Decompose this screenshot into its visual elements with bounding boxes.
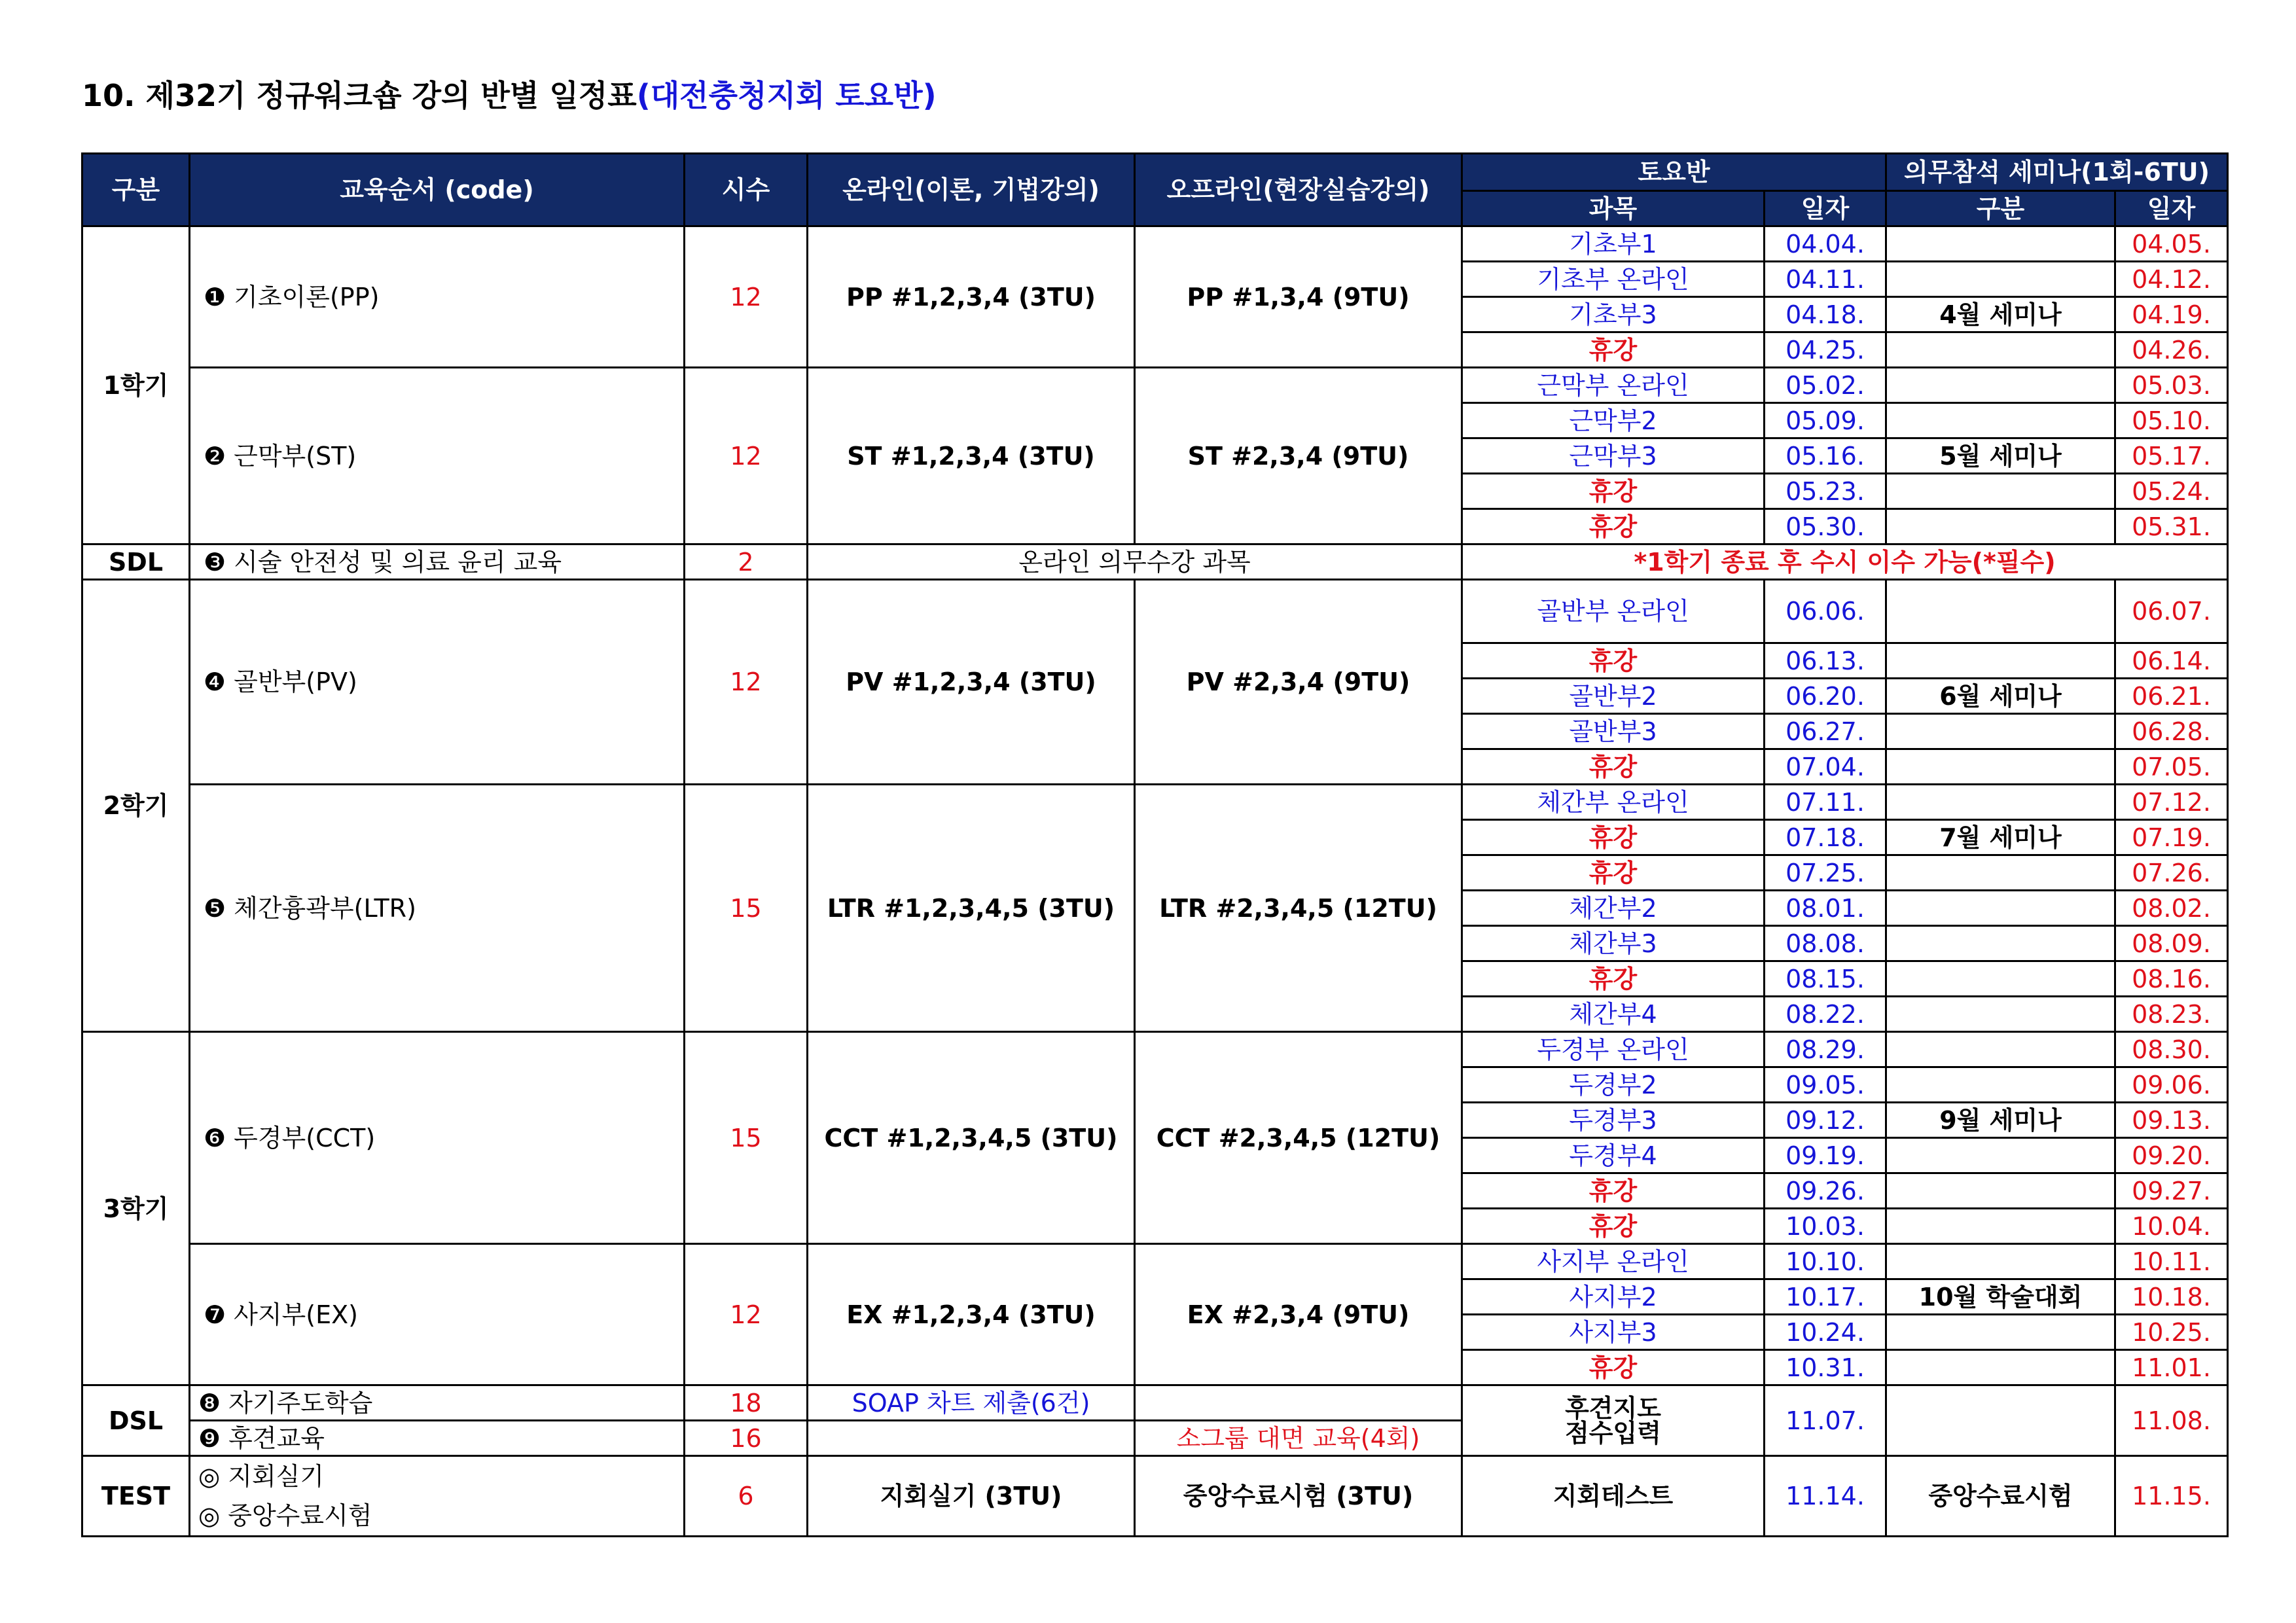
class-date: 09.26. — [1765, 1173, 1886, 1209]
module-name: ❷ 근막부(ST) — [190, 368, 685, 544]
seminar-kind — [1886, 262, 2115, 297]
seminar-date: 09.20. — [2115, 1138, 2228, 1173]
class-subject: 휴강 — [1462, 474, 1765, 509]
class-date: 08.01. — [1765, 891, 1886, 926]
test-seminar-date: 11.15. — [2115, 1456, 2228, 1537]
class-subject: 골반부 온라인 — [1462, 580, 1765, 643]
class-date: 08.15. — [1765, 961, 1886, 997]
dsl-seminar-date: 11.08. — [2115, 1385, 2228, 1456]
class-date: 09.05. — [1765, 1067, 1886, 1103]
header-offline: 오프라인(현장실습강의) — [1135, 154, 1462, 226]
seminar-date: 04.26. — [2115, 332, 2228, 368]
class-subject: 체간부3 — [1462, 926, 1765, 961]
module-name: ❽ 자기주도학습 — [190, 1385, 685, 1421]
class-subject: 체간부 온라인 — [1462, 785, 1765, 820]
module-hours: 6 — [685, 1456, 808, 1537]
seminar-date: 05.17. — [2115, 438, 2228, 474]
module-name: ❶ 기초이론(PP) — [190, 226, 685, 368]
module-offline: 중앙수료시험 (3TU) — [1135, 1456, 1462, 1537]
seminar-date: 09.06. — [2115, 1067, 2228, 1103]
class-date: 07.11. — [1765, 785, 1886, 820]
seminar-kind: 5월 세미나 — [1886, 438, 2115, 474]
class-subject: 골반부2 — [1462, 679, 1765, 714]
class-subject: 근막부3 — [1462, 438, 1765, 474]
header-seminar-kind: 구분 — [1886, 191, 2115, 226]
module-name — [190, 1456, 685, 1537]
class-subject: 휴강 — [1462, 1350, 1765, 1385]
header-subject: 과목 — [1462, 191, 1765, 226]
title-highlight: (대전충청지회 토요반) — [636, 78, 937, 113]
class-date: 06.06. — [1765, 580, 1886, 643]
module-name: ❹ 골반부(PV) — [190, 580, 685, 785]
seminar-kind — [1886, 1209, 2115, 1244]
module-offline: PV #2,3,4 (9TU) — [1135, 580, 1462, 785]
seminar-date: 06.28. — [2115, 714, 2228, 749]
class-subject: 휴강 — [1462, 749, 1765, 785]
class-date: 05.09. — [1765, 403, 1886, 438]
table-row — [82, 1456, 2228, 1537]
module-hours: 15 — [685, 1032, 808, 1244]
class-date: 08.08. — [1765, 926, 1886, 961]
class-subject: 근막부 온라인 — [1462, 368, 1765, 403]
module-note: *1학기 종료 후 수시 이수 가능(*필수) — [1462, 544, 2228, 580]
class-subject: 휴강 — [1462, 961, 1765, 997]
seminar-kind — [1886, 226, 2115, 262]
module-hours: 16 — [685, 1421, 808, 1456]
seminar-kind — [1886, 1138, 2115, 1173]
seminar-kind — [1886, 1350, 2115, 1385]
seminar-date: 04.12. — [2115, 262, 2228, 297]
module-offline: CCT #2,3,4,5 (12TU) — [1135, 1032, 1462, 1244]
class-date: 09.19. — [1765, 1138, 1886, 1173]
seminar-date: 06.21. — [2115, 679, 2228, 714]
seminar-kind: 10월 학술대회 — [1886, 1279, 2115, 1315]
header-saturday-class: 토요반 — [1462, 154, 1886, 191]
table-row — [82, 1244, 2228, 1279]
module-online: CCT #1,2,3,4,5 (3TU) — [808, 1032, 1135, 1244]
table-row — [82, 226, 2228, 262]
seminar-kind — [1886, 1067, 2115, 1103]
module-online: 지회실기 (3TU) — [808, 1456, 1135, 1537]
class-date: 10.10. — [1765, 1244, 1886, 1279]
header-group: 구분 — [82, 154, 190, 226]
seminar-kind — [1886, 855, 2115, 891]
seminar-date: 06.07. — [2115, 580, 2228, 643]
seminar-date: 10.18. — [2115, 1279, 2228, 1315]
module-online: LTR #1,2,3,4,5 (3TU) — [808, 785, 1135, 1032]
seminar-kind — [1886, 643, 2115, 679]
seminar-kind — [1886, 1315, 2115, 1350]
seminar-date: 07.19. — [2115, 820, 2228, 855]
class-subject: 사지부3 — [1462, 1315, 1765, 1350]
seminar-kind — [1886, 403, 2115, 438]
class-date: 05.02. — [1765, 368, 1886, 403]
class-date: 04.25. — [1765, 332, 1886, 368]
module-offline: PP #1,3,4 (9TU) — [1135, 226, 1462, 368]
schedule-table — [81, 152, 2229, 1537]
module-offline: 소그룹 대면 교육(4회) — [1135, 1421, 1462, 1456]
module-name: ❻ 두경부(CCT) — [190, 1032, 685, 1244]
class-subject: 두경부 온라인 — [1462, 1032, 1765, 1067]
class-subject: 사지부2 — [1462, 1279, 1765, 1315]
header-hours: 시수 — [685, 154, 808, 226]
class-subject: 휴강 — [1462, 855, 1765, 891]
test-item-b: ◎ 중앙수료시험 — [198, 1501, 372, 1530]
seminar-date: 05.31. — [2115, 509, 2228, 544]
class-subject: 두경부4 — [1462, 1138, 1765, 1173]
seminar-kind — [1886, 785, 2115, 820]
seminar-date: 10.04. — [2115, 1209, 2228, 1244]
seminar-date: 07.12. — [2115, 785, 2228, 820]
class-date: 06.27. — [1765, 714, 1886, 749]
module-offline: ST #2,3,4 (9TU) — [1135, 368, 1462, 544]
class-subject: 휴강 — [1462, 332, 1765, 368]
module-offline: LTR #2,3,4,5 (12TU) — [1135, 785, 1462, 1032]
module-hours: 2 — [685, 544, 808, 580]
header-online: 온라인(이론, 기법강의) — [808, 154, 1135, 226]
module-online: SOAP 차트 제출(6건) — [808, 1385, 1135, 1421]
module-hours: 15 — [685, 785, 808, 1032]
module-hours: 18 — [685, 1385, 808, 1421]
class-date: 10.17. — [1765, 1279, 1886, 1315]
seminar-date: 07.26. — [2115, 855, 2228, 891]
test-subject: 지회테스트 — [1462, 1456, 1765, 1537]
class-subject: 휴강 — [1462, 1173, 1765, 1209]
class-date: 06.20. — [1765, 679, 1886, 714]
class-subject: 기초부 온라인 — [1462, 262, 1765, 297]
class-date: 06.13. — [1765, 643, 1886, 679]
table-row — [82, 368, 2228, 403]
seminar-date: 05.10. — [2115, 403, 2228, 438]
class-date: 05.16. — [1765, 438, 1886, 474]
module-offline: EX #2,3,4 (9TU) — [1135, 1244, 1462, 1385]
seminar-date: 09.27. — [2115, 1173, 2228, 1209]
class-subject: 체간부2 — [1462, 891, 1765, 926]
module-online-offline: 온라인 의무수강 과목 — [808, 544, 1462, 580]
class-date: 07.18. — [1765, 820, 1886, 855]
page-title — [82, 72, 937, 115]
table-row — [82, 1032, 2228, 1067]
seminar-kind — [1886, 926, 2115, 961]
table-row — [82, 544, 2228, 580]
seminar-date: 08.30. — [2115, 1032, 2228, 1067]
seminar-date: 07.05. — [2115, 749, 2228, 785]
class-subject: 두경부3 — [1462, 1103, 1765, 1138]
class-date: 04.04. — [1765, 226, 1886, 262]
class-date: 10.24. — [1765, 1315, 1886, 1350]
module-hours: 12 — [685, 368, 808, 544]
test-item-a: ◎ 지회실기 — [198, 1462, 325, 1491]
class-subject: 체간부4 — [1462, 997, 1765, 1032]
dsl-date: 11.07. — [1765, 1385, 1886, 1456]
seminar-kind — [1886, 332, 2115, 368]
class-date: 09.12. — [1765, 1103, 1886, 1138]
semester-sdl: SDL — [82, 544, 190, 580]
seminar-kind: 7월 세미나 — [1886, 820, 2115, 855]
class-subject: 근막부2 — [1462, 403, 1765, 438]
seminar-kind — [1886, 891, 2115, 926]
module-online: ST #1,2,3,4 (3TU) — [808, 368, 1135, 544]
seminar-kind — [1886, 1032, 2115, 1067]
seminar-date: 09.13. — [2115, 1103, 2228, 1138]
class-date: 10.03. — [1765, 1209, 1886, 1244]
test-date: 11.14. — [1765, 1456, 1886, 1537]
module-online: EX #1,2,3,4 (3TU) — [808, 1244, 1135, 1385]
dsl-subject — [1462, 1385, 1765, 1456]
class-subject: 휴강 — [1462, 509, 1765, 544]
module-offline — [1135, 1385, 1462, 1421]
seminar-date: 10.25. — [2115, 1315, 2228, 1350]
seminar-date: 06.14. — [2115, 643, 2228, 679]
class-date: 07.04. — [1765, 749, 1886, 785]
class-date: 04.11. — [1765, 262, 1886, 297]
semester-1: 1학기 — [82, 226, 190, 544]
seminar-kind: 9월 세미나 — [1886, 1103, 2115, 1138]
class-subject: 휴강 — [1462, 643, 1765, 679]
class-date: 05.30. — [1765, 509, 1886, 544]
dsl-subject-text: 후견지도 점수입력 — [1565, 1393, 1661, 1448]
semester-3: 3학기 — [82, 1032, 190, 1385]
dsl-seminar-kind — [1886, 1385, 2115, 1456]
seminar-kind: 6월 세미나 — [1886, 679, 2115, 714]
header-seminar-date: 일자 — [2115, 191, 2228, 226]
module-name: ❸ 시술 안전성 및 의료 윤리 교육 — [190, 544, 685, 580]
seminar-date: 08.02. — [2115, 891, 2228, 926]
table-row — [82, 785, 2228, 820]
module-hours: 12 — [685, 226, 808, 368]
header-date: 일자 — [1765, 191, 1886, 226]
module-name: ❼ 사지부(EX) — [190, 1244, 685, 1385]
seminar-kind — [1886, 509, 2115, 544]
table-row — [82, 1385, 2228, 1421]
class-subject: 휴강 — [1462, 1209, 1765, 1244]
module-hours: 12 — [685, 580, 808, 785]
seminar-kind — [1886, 1244, 2115, 1279]
module-name: ❺ 체간흉곽부(LTR) — [190, 785, 685, 1032]
class-subject: 사지부 온라인 — [1462, 1244, 1765, 1279]
module-online: PV #1,2,3,4 (3TU) — [808, 580, 1135, 785]
module-online — [808, 1421, 1135, 1456]
seminar-date: 04.19. — [2115, 297, 2228, 332]
seminar-date: 10.11. — [2115, 1244, 2228, 1279]
header-order: 교육순서 (code) — [190, 154, 685, 226]
class-subject: 기초부1 — [1462, 226, 1765, 262]
semester-dsl: DSL — [82, 1385, 190, 1456]
class-subject: 골반부3 — [1462, 714, 1765, 749]
seminar-kind — [1886, 749, 2115, 785]
seminar-date: 08.09. — [2115, 926, 2228, 961]
semester-2: 2학기 — [82, 580, 190, 1032]
seminar-date: 05.24. — [2115, 474, 2228, 509]
class-date: 10.31. — [1765, 1350, 1886, 1385]
header-seminar: 의무참석 세미나(1회-6TU) — [1886, 154, 2228, 191]
module-hours: 12 — [685, 1244, 808, 1385]
seminar-kind — [1886, 997, 2115, 1032]
seminar-kind — [1886, 474, 2115, 509]
module-online: PP #1,2,3,4 (3TU) — [808, 226, 1135, 368]
seminar-kind — [1886, 961, 2115, 997]
class-date: 05.23. — [1765, 474, 1886, 509]
seminar-kind — [1886, 580, 2115, 643]
seminar-date: 08.16. — [2115, 961, 2228, 997]
seminar-kind — [1886, 714, 2115, 749]
test-seminar-kind: 중앙수료시험 — [1886, 1456, 2115, 1537]
seminar-date: 11.01. — [2115, 1350, 2228, 1385]
semester-test: TEST — [82, 1456, 190, 1537]
title-prefix: 10. 제32기 정규워크숍 강의 반별 일정표 — [82, 78, 637, 113]
class-subject: 두경부2 — [1462, 1067, 1765, 1103]
class-subject: 기초부3 — [1462, 297, 1765, 332]
seminar-date: 08.23. — [2115, 997, 2228, 1032]
module-name: ❾ 후견교육 — [190, 1421, 685, 1456]
seminar-kind — [1886, 368, 2115, 403]
table-row — [82, 580, 2228, 643]
seminar-kind: 4월 세미나 — [1886, 297, 2115, 332]
class-date: 07.25. — [1765, 855, 1886, 891]
class-date: 08.22. — [1765, 997, 1886, 1032]
seminar-date: 04.05. — [2115, 226, 2228, 262]
seminar-date: 05.03. — [2115, 368, 2228, 403]
seminar-kind — [1886, 1173, 2115, 1209]
class-date: 04.18. — [1765, 297, 1886, 332]
class-subject: 휴강 — [1462, 820, 1765, 855]
class-date: 08.29. — [1765, 1032, 1886, 1067]
